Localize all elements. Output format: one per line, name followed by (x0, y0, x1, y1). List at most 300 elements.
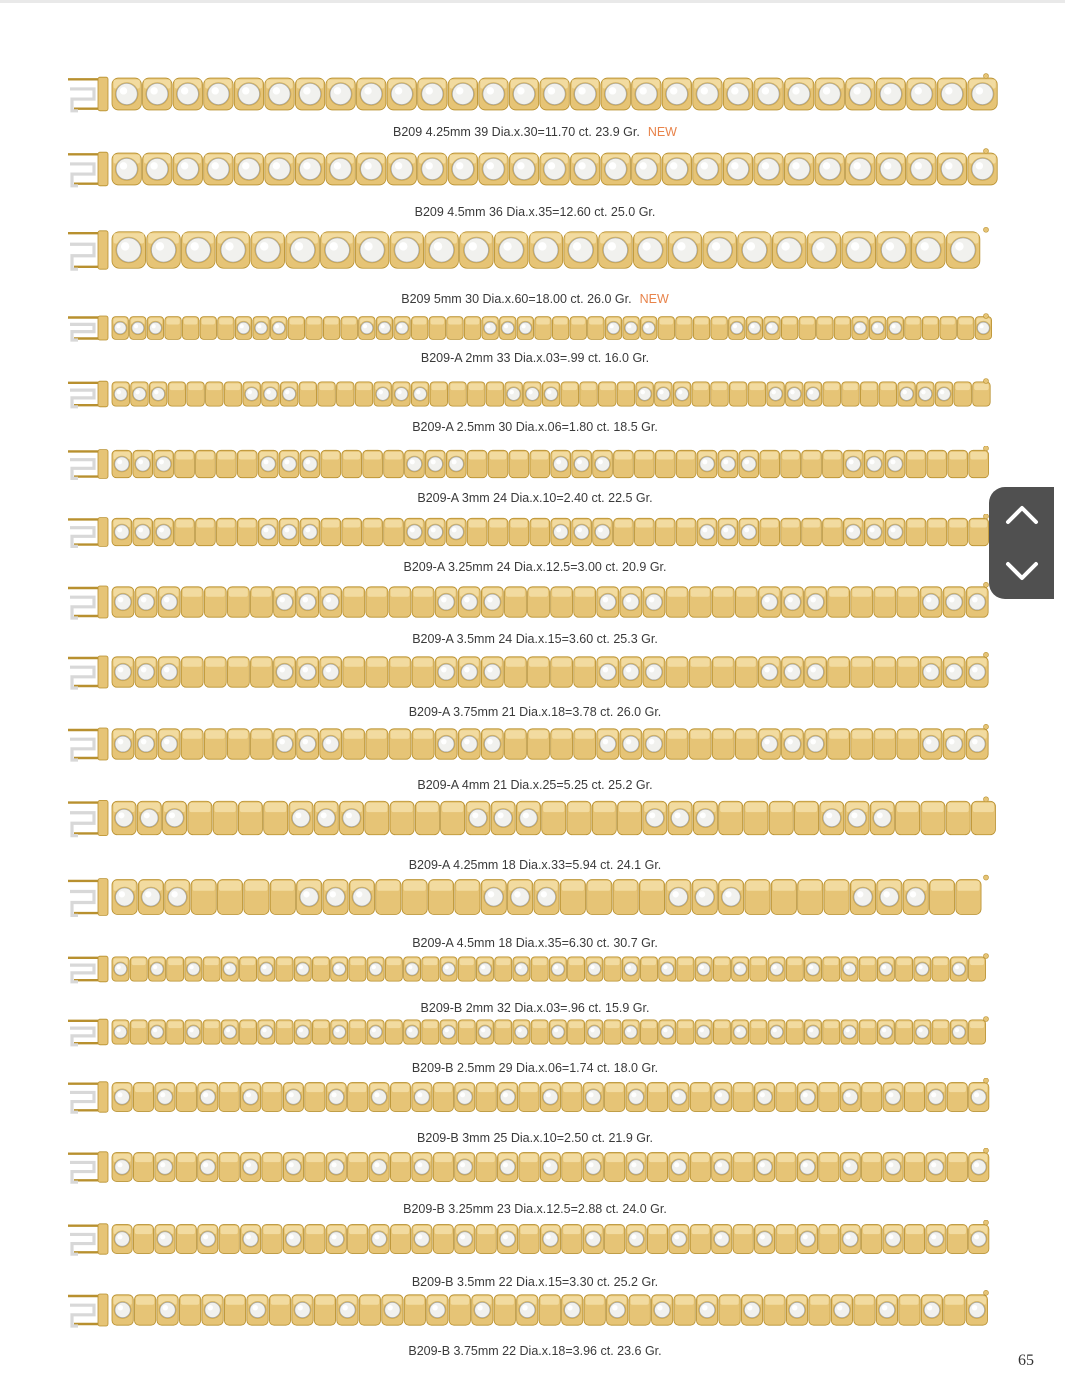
gold-link (776, 1153, 796, 1182)
diamond-link (695, 1020, 712, 1044)
diamond-link (349, 880, 374, 915)
gold-link (552, 317, 568, 340)
gold-link (433, 1083, 453, 1112)
bracelet-image (60, 1220, 1010, 1258)
diamond-link (843, 450, 863, 477)
diamond-link (846, 153, 875, 185)
gold-link (940, 317, 956, 340)
gold-link (781, 518, 801, 545)
diamond-link (673, 382, 691, 406)
gold-link (750, 957, 767, 981)
diamond-link (885, 450, 905, 477)
gold-link (823, 518, 843, 545)
gold-link (954, 382, 972, 406)
gold-link (428, 880, 453, 915)
diamond-link (294, 957, 311, 981)
bracelet-image (60, 724, 1010, 764)
gold-link (509, 450, 529, 477)
gold-link (973, 382, 991, 406)
gold-link (447, 317, 463, 340)
diamond-link (265, 153, 294, 185)
gold-link (570, 317, 586, 340)
diamond-link (326, 1153, 346, 1182)
gold-link (176, 1083, 196, 1112)
diamond-link (719, 880, 744, 915)
diamond-link (234, 78, 263, 110)
diamond-link (425, 518, 445, 545)
gold-link (227, 657, 249, 687)
gold-link (167, 957, 184, 981)
gold-link (689, 657, 711, 687)
diamond-link (112, 1153, 132, 1182)
diamond-link (221, 1020, 238, 1044)
gold-link (227, 587, 249, 617)
diamond-link (767, 382, 785, 406)
diamond-link (903, 880, 928, 915)
bracelet-caption (60, 351, 1010, 365)
diamond-link (937, 78, 966, 110)
diamond-link (446, 450, 466, 477)
diamond-link (846, 78, 875, 110)
gold-link (251, 587, 273, 617)
diamond-link (570, 153, 599, 185)
gold-link (323, 317, 339, 340)
diamond-link (286, 232, 320, 268)
diamond-link (786, 382, 804, 406)
diamond-link (185, 1020, 202, 1044)
bracelet-image (60, 148, 1010, 190)
gold-link (733, 1083, 753, 1112)
diamond-link (626, 1153, 646, 1182)
gold-link (819, 1083, 839, 1112)
diamond-link (509, 153, 538, 185)
gold-link (799, 317, 815, 340)
diamond-link (460, 232, 494, 268)
diamond-link (390, 232, 424, 268)
diamond-link (369, 1083, 389, 1112)
diamond-link (966, 1295, 987, 1325)
diamond-link (633, 232, 667, 268)
diamond-link (540, 1225, 560, 1254)
diamond-link (921, 1295, 942, 1325)
diamond-link (586, 1020, 603, 1044)
bracelet-caption (60, 1001, 1010, 1015)
diamond-link (357, 78, 386, 110)
gold-link (343, 587, 365, 617)
diamond-link (135, 657, 157, 687)
diamond-link (820, 801, 844, 834)
diamond-link (746, 317, 762, 340)
bracelet-caption (60, 560, 1010, 574)
diamond-link (712, 1225, 732, 1254)
diamond-link (476, 957, 493, 981)
diamond-link (920, 657, 942, 687)
diamond-link (741, 1295, 762, 1325)
gold-link (476, 1153, 496, 1182)
diamond-link (253, 317, 269, 340)
diamond-link (331, 957, 348, 981)
diamond-link (295, 153, 324, 185)
gold-link (904, 1225, 924, 1254)
diamond-link (564, 232, 598, 268)
safety-pin (984, 149, 989, 154)
gold-link (270, 880, 295, 915)
gold-link (269, 1295, 290, 1325)
diamond-link (845, 801, 869, 834)
diamond-link (455, 1153, 475, 1182)
diamond-link (458, 657, 480, 687)
diamond-link (797, 1225, 817, 1254)
diamond-link (112, 880, 137, 915)
gold-link (385, 957, 402, 981)
safety-pin (984, 582, 989, 587)
gold-link (390, 1225, 410, 1254)
diamond-link (258, 518, 278, 545)
diamond-link (202, 1295, 223, 1325)
gold-link (238, 801, 262, 834)
diamond-link (768, 1020, 785, 1044)
gold-link (530, 450, 550, 477)
diamond-link (165, 880, 190, 915)
gold-link (216, 518, 236, 545)
diamond-link (620, 729, 642, 759)
gold-link (264, 801, 288, 834)
gold-link (604, 957, 621, 981)
gold-link (528, 729, 550, 759)
diamond-link (314, 801, 338, 834)
gold-link (175, 450, 195, 477)
gold-link (390, 1153, 410, 1182)
gold-link (262, 1225, 282, 1254)
diamond-link (966, 587, 988, 617)
diamond-link (926, 1225, 946, 1254)
diamond-link (466, 801, 490, 834)
gold-link (561, 382, 579, 406)
gold-link (531, 1020, 548, 1044)
diamond-link (355, 232, 389, 268)
clasp (68, 1019, 108, 1045)
diamond-link (387, 153, 416, 185)
diamond-link (883, 1153, 903, 1182)
diamond-link (367, 1020, 384, 1044)
diamond-link (198, 1153, 218, 1182)
gold-link (441, 801, 465, 834)
safety-pin (984, 379, 989, 384)
gold-link (574, 657, 596, 687)
diamond-link (626, 1083, 646, 1112)
diamond-link (135, 729, 157, 759)
diamond-link (597, 657, 619, 687)
gold-link (504, 587, 526, 617)
diamond-link (885, 518, 905, 545)
diamond-link (279, 518, 299, 545)
diamond-link (479, 78, 508, 110)
gold-link (187, 382, 205, 406)
safety-pin (984, 1017, 989, 1022)
diamond-link (455, 1083, 475, 1112)
diamond-link (112, 317, 128, 340)
gold-link (412, 587, 434, 617)
gold-link (203, 957, 220, 981)
diamond-link (599, 232, 633, 268)
gold-link (719, 801, 743, 834)
gold-link (851, 587, 873, 617)
caption-text: B209-A 3.5mm 24 Dia.x.15=3.60 ct. 25.3 Gr. (412, 632, 658, 646)
gold-link (823, 450, 843, 477)
diamond-link (815, 78, 844, 110)
gold-link (823, 957, 840, 981)
diamond-link (198, 1225, 218, 1254)
bracelet-image (60, 652, 1010, 692)
gold-link (348, 1083, 368, 1112)
diamond-link (265, 78, 294, 110)
diamond-link (320, 657, 342, 687)
gold-link (677, 957, 694, 981)
gold-link (568, 957, 585, 981)
diamond-link (807, 232, 841, 268)
gold-link (802, 518, 822, 545)
diamond-link (448, 78, 477, 110)
gold-link (348, 1225, 368, 1254)
diamond-link (130, 317, 146, 340)
gold-link (587, 880, 612, 915)
bracelet-caption (60, 205, 1010, 219)
gold-link (262, 1083, 282, 1112)
gold-link (188, 801, 212, 834)
gold-link (735, 587, 757, 617)
scroll-down-button[interactable] (989, 543, 1054, 599)
diamond-link (455, 1225, 475, 1254)
diamond-link (182, 232, 216, 268)
gold-link (760, 450, 780, 477)
gold-link (614, 450, 634, 477)
gold-link (666, 587, 688, 617)
gold-link (713, 1020, 730, 1044)
diamond-link (157, 1295, 178, 1325)
diamond-link (540, 1083, 560, 1112)
caption-text: B209-A 4.25mm 18 Dia.x.33=5.94 ct. 24.1 Gr. (408, 858, 662, 872)
gold-link (219, 1225, 239, 1254)
gold-link (592, 801, 616, 834)
diamond-link (517, 317, 533, 340)
diamond-link (497, 1083, 517, 1112)
diamond-link (404, 957, 421, 981)
gold-link (204, 587, 226, 617)
safety-pin (984, 227, 989, 232)
diamond-link (516, 801, 540, 834)
gold-link (647, 1225, 667, 1254)
diamond-link (877, 957, 894, 981)
diamond-link (662, 153, 691, 185)
diamond-link (112, 801, 136, 834)
gold-link (574, 729, 596, 759)
gold-link (349, 957, 366, 981)
diamond-link (326, 153, 355, 185)
gold-link (874, 729, 896, 759)
diamond-link (920, 729, 942, 759)
gold-link (384, 450, 404, 477)
diamond-link (112, 729, 134, 759)
diamond-link (782, 657, 804, 687)
diamond-link (292, 1295, 313, 1325)
diamond-link (693, 153, 722, 185)
diamond-link (969, 1153, 989, 1182)
gold-link (363, 518, 383, 545)
diamond-link (135, 587, 157, 617)
diamond-link (112, 232, 146, 268)
gold-link (786, 1020, 803, 1044)
caption-text: B209-B 2mm 32 Dia.x.03=.96 ct. 15.9 Gr. (420, 1001, 650, 1015)
diamond-link (622, 957, 639, 981)
diamond-link (695, 957, 712, 981)
gold-link (674, 1295, 695, 1325)
gold-link (817, 317, 833, 340)
clasp (68, 231, 108, 269)
gold-link (781, 317, 797, 340)
diamond-link (969, 1225, 989, 1254)
gold-link (862, 1153, 882, 1182)
diamond-link (907, 78, 936, 110)
gold-link (204, 729, 226, 759)
gold-link (219, 1153, 239, 1182)
diamond-link (669, 1153, 689, 1182)
diamond-link (643, 657, 665, 687)
gold-link (927, 518, 947, 545)
safety-pin (984, 1078, 989, 1083)
gold-link (906, 518, 926, 545)
gold-link (476, 1225, 496, 1254)
gold-link (932, 957, 949, 981)
diamond-link (412, 1153, 432, 1182)
safety-pin (984, 797, 989, 802)
diamond-link (597, 729, 619, 759)
diamond-link (540, 78, 569, 110)
diamond-link (943, 657, 965, 687)
gold-link (574, 587, 596, 617)
gold-link (676, 450, 696, 477)
diamond-link (831, 1295, 852, 1325)
diamond-link (513, 957, 530, 981)
gold-link (904, 1153, 924, 1182)
gold-link (896, 1020, 913, 1044)
gold-link (341, 317, 357, 340)
scroll-up-button[interactable] (989, 487, 1054, 543)
gold-link (415, 801, 439, 834)
gold-link (969, 518, 989, 545)
diamond-link (440, 1020, 457, 1044)
gold-link (219, 1083, 239, 1112)
gold-link (227, 729, 249, 759)
diamond-link (782, 729, 804, 759)
diamond-link (321, 232, 355, 268)
gold-link (712, 729, 734, 759)
diamond-link (534, 880, 559, 915)
gold-link (494, 1295, 515, 1325)
gold-link (467, 382, 485, 406)
diamond-link (427, 1295, 448, 1325)
diamond-link (131, 382, 149, 406)
diamond-link (481, 587, 503, 617)
gold-link (639, 880, 664, 915)
diamond-link (593, 518, 613, 545)
gold-link (879, 382, 897, 406)
gold-link (262, 1153, 282, 1182)
diamond-link (662, 78, 691, 110)
diamond-link (112, 78, 141, 110)
diamond-link (723, 153, 752, 185)
gold-link (862, 1225, 882, 1254)
gold-link (771, 880, 796, 915)
diamond-link (240, 1153, 260, 1182)
page-number: 65 (1018, 1352, 1034, 1369)
diamond-link (669, 1083, 689, 1112)
gold-link (562, 1083, 582, 1112)
gold-link (182, 317, 198, 340)
gold-link (175, 518, 195, 545)
gold-link (958, 317, 974, 340)
gold-link (488, 518, 508, 545)
clasp (68, 956, 108, 982)
safety-pin (984, 652, 989, 657)
diamond-link (149, 382, 167, 406)
diamond-link (198, 1083, 218, 1112)
bracelet-image (60, 446, 1010, 482)
gold-link (776, 1083, 796, 1112)
caption-text: B209-B 3.75mm 22 Dia.x.18=3.96 ct. 23.6 Gr. (408, 1344, 662, 1358)
diamond-link (732, 1020, 749, 1044)
bracelet-caption (60, 705, 1010, 719)
gold-link (363, 450, 383, 477)
diamond-link (640, 317, 656, 340)
diamond-link (448, 153, 477, 185)
diamond-link (148, 957, 165, 981)
diamond-link (458, 729, 480, 759)
diamond-link (154, 450, 174, 477)
diamond-link (505, 382, 523, 406)
caption-text: B209 4.5mm 36 Dia.x.35=12.60 ct. 25.0 Gr. (414, 205, 656, 219)
gold-link (455, 880, 480, 915)
gold-link (906, 450, 926, 477)
gold-link (402, 880, 427, 915)
diamond-link (133, 450, 153, 477)
gold-link (359, 1295, 380, 1325)
gold-link (617, 382, 635, 406)
caption-text: B209-A 4mm 21 Dia.x.25=5.25 ct. 25.2 Gr. (417, 778, 653, 792)
bracelet-image (60, 1290, 1010, 1330)
clasp (68, 800, 108, 835)
gold-link (969, 1020, 986, 1044)
gold-link (385, 1020, 402, 1044)
diamond-link (163, 801, 187, 834)
diamond-link (712, 1153, 732, 1182)
gold-link (604, 1020, 621, 1044)
gold-link (430, 382, 448, 406)
gold-link (634, 450, 654, 477)
gold-link (948, 450, 968, 477)
diamond-link (509, 78, 538, 110)
bracelet-caption (60, 292, 1010, 306)
clasp (68, 1294, 108, 1326)
diamond-link (297, 729, 319, 759)
gold-link (376, 880, 401, 915)
diamond-link (323, 880, 348, 915)
diamond-link (458, 587, 480, 617)
gold-link (495, 957, 512, 981)
bracelet-caption (60, 1061, 1010, 1075)
gold-link (947, 1225, 967, 1254)
diamond-link (914, 1020, 931, 1044)
gold-link (276, 957, 293, 981)
